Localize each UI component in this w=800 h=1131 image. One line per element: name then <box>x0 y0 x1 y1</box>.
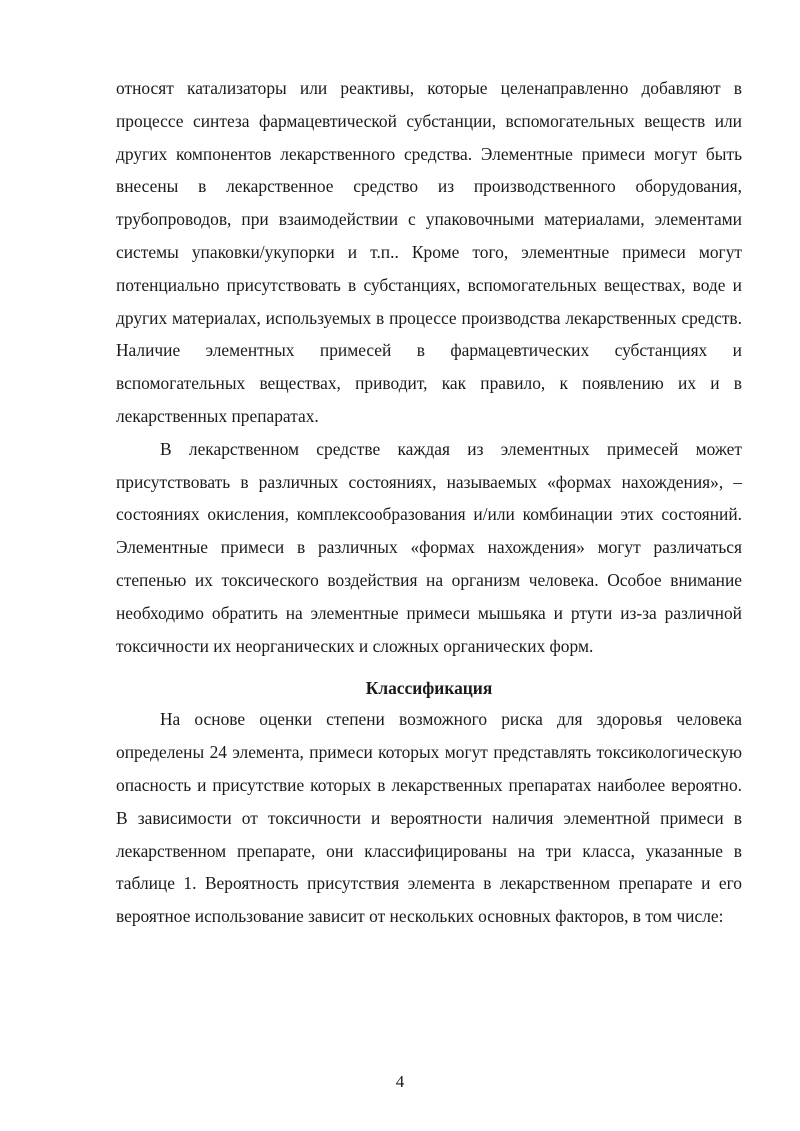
document-page <box>116 72 742 933</box>
section-heading: Классификация <box>365 678 493 699</box>
paragraph-continuation: относят катализаторы или реактивы, которые целенаправленно добавляют в процессе синтеза фармацевтической субстанции, вспомогательных веществ или других компонентов лекарственного средства. Элементные примеси могут быть внесены в лекарственное средство из производственного оборудования, трубопроводов, при взаимодействии с упаковочными материалами, элементами системы упаковки/укупорки и т.п.. Кроме того, элементные примеси могут потенциально присутствовать в субстанциях, вспомогательных веществах, воде и других материалах, используемых в процессе производства лекарственных средств. Наличие элементных примесей в фармацевтических субстанциях и вспомогательных веществах, приводит, как правило, к появлению их и в лекарственных препаратах. <box>116 78 742 426</box>
page-number: 4 <box>395 1072 405 1091</box>
paragraph-classification: На основе оценки степени возможного риска для здоровья человека определены 24 элемента, примеси которых могут представлять токсикологическую опасность и присутствие которых в лекарственных препаратах наиболее вероятно. В зависимости от токсичности и вероятности наличия элементной примеси в лекарственном препарате, они классифицированы на три класса, указанные в таблице 1. Вероятность присутствия элемента в лекарственном препарате и его вероятное использование зависит от нескольких основных факторов, в том числе: <box>116 709 742 927</box>
paragraph-forms: В лекарственном средстве каждая из элементных примесей может присутствовать в различных состояниях, называемых «формах нахождения», – состояниях окисления, комплексообразования и/или комбинации этих состояний. Элементные примеси в различных «формах нахождения» могут различаться степенью их токсического воздействия на организм человека. Особое внимание необходимо обратить на элементные примеси мышьяка и ртути из-за различной токсичности их неорганических и сложных органических форм. <box>116 438 742 656</box>
